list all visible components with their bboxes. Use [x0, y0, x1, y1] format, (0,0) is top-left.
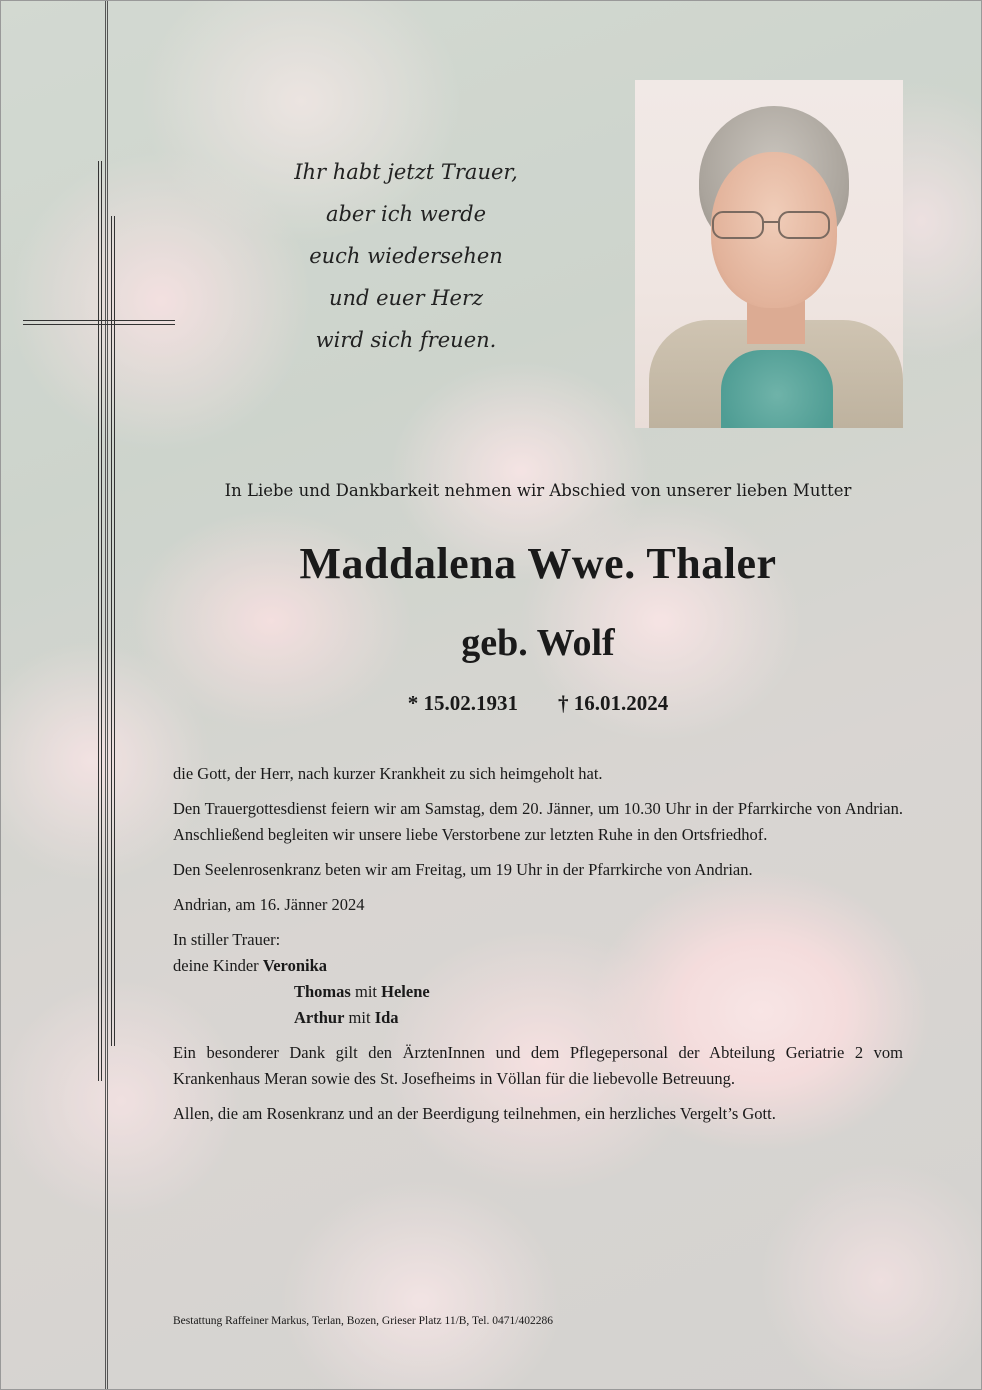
poem-line: wird sich freuen. — [315, 328, 497, 352]
cross-icon — [98, 161, 102, 1081]
obituary-body — [173, 761, 903, 1136]
cross-crossbar — [23, 320, 175, 325]
poem — [261, 151, 551, 361]
death-date: † 16.01.2024 — [558, 691, 669, 715]
mourner-row — [173, 1005, 903, 1031]
poem-line: euch wiedersehen — [309, 244, 503, 268]
mourners-heading: In stiller Trauer: — [173, 930, 281, 949]
closing-paragraph: Allen, die am Rosenkranz und an der Beerdigung teilnehmen, ein herzliches Vergelt’s Gott. — [173, 1104, 776, 1123]
paragraph: Den Trauergottesdienst feiern wir am Samstag, dem 20. Jänner, um 10.30 Uhr in der Pfarrkirche von Andrian. Anschließend begleiten wir unsere liebe Verstorbene zur letzten Ruhe in den Ortsfriedhof. — [173, 799, 903, 844]
mourners-prefix: deine Kinder — [173, 956, 259, 975]
mourner-row — [173, 979, 903, 1005]
mourner-name: Ida — [374, 1008, 399, 1027]
mourner-name: Helene — [381, 982, 430, 1001]
thanks-paragraph: Ein besonderer Dank gilt den ÄrztenInnen und dem Pflegepersonal der Abteilung Geriatrie 2 vom Krankenhaus Meran sowie des St. Josefheims in Völlan für die liebevolle Betreuung. — [173, 1043, 903, 1088]
paragraph: Andrian, am 16. Jänner 2024 — [173, 895, 365, 914]
poem-line: und euer Herz — [328, 286, 484, 310]
mourner-name: Veronika — [262, 956, 327, 975]
mourner-name: Thomas — [294, 982, 351, 1001]
poem-line: Ihr habt jetzt Trauer, — [294, 160, 518, 184]
glasses-icon — [705, 208, 837, 242]
mourner-with: mit — [348, 1008, 371, 1027]
intro-text: In Liebe und Dankbarkeit nehmen wir Abschied von unserer lieben Mutter — [224, 481, 852, 500]
mourner-with: mit — [354, 982, 377, 1001]
portrait-photo — [635, 80, 903, 428]
mourners-list — [173, 927, 903, 1031]
birth-date: * 15.02.1931 — [407, 691, 518, 715]
mourner-row — [173, 953, 903, 979]
paragraph: die Gott, der Herr, nach kurzer Krankheit zu sich heimgeholt hat. — [173, 764, 603, 783]
cross-inner-line — [111, 216, 115, 1046]
deceased-name: Maddalena Wwe. Thaler — [299, 539, 777, 588]
life-dates — [173, 691, 903, 716]
paragraph: Den Seelenrosenkranz beten wir am Freitag, um 19 Uhr in der Pfarrkirche von Andrian. — [173, 860, 753, 879]
funeral-home-footer: Bestattung Raffeiner Markus, Terlan, Bozen, Grieser Platz 11/B, Tel. 0471/402286 — [173, 1315, 553, 1327]
mourner-name: Arthur — [294, 1008, 345, 1027]
poem-line: aber ich werde — [325, 202, 487, 226]
maiden-name: geb. Wolf — [461, 622, 615, 664]
left-border-line — [105, 1, 108, 1389]
